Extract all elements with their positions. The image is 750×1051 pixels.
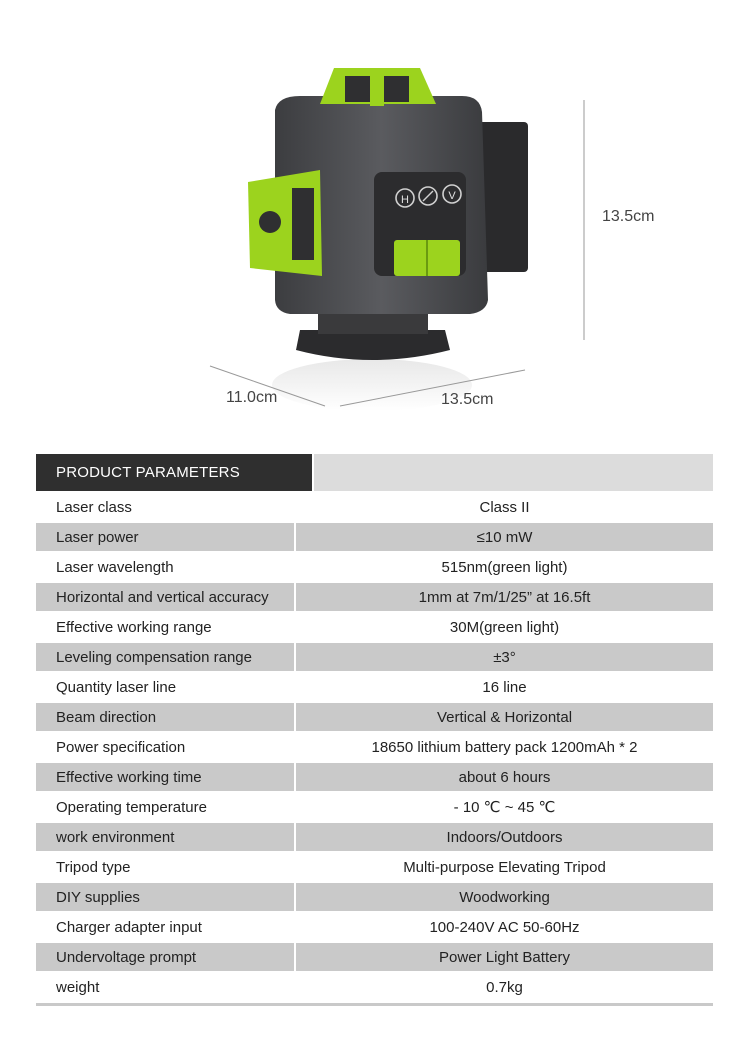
parameter-label: Laser power <box>36 523 294 551</box>
parameter-label: DIY supplies <box>36 883 294 911</box>
base-mount <box>318 312 428 334</box>
h-button-label: H <box>401 194 409 206</box>
parameter-label: work environment <box>36 823 294 851</box>
table-row <box>36 523 713 551</box>
side-window-slot <box>292 188 314 260</box>
width-dimension-label: 13.5cm <box>441 391 494 408</box>
parameter-label: Beam direction <box>36 703 294 731</box>
parameter-label: Leveling compensation range <box>36 643 294 671</box>
parameter-value: ≤10 mW <box>296 523 713 551</box>
table-row <box>36 643 713 671</box>
parameter-label: Effective working time <box>36 763 294 791</box>
table-row <box>36 943 713 971</box>
table-row <box>36 763 713 791</box>
table-row <box>36 583 713 611</box>
parameter-label: Laser wavelength <box>36 553 294 581</box>
top-cage-bar <box>370 70 384 106</box>
parameter-label: weight <box>36 973 294 1001</box>
product-illustration <box>0 0 750 440</box>
table-title: PRODUCT PARAMETERS <box>36 454 312 491</box>
height-dimension-label: 13.5cm <box>602 208 655 225</box>
table-row <box>36 703 713 731</box>
parameter-value: 100-240V AC 50-60Hz <box>296 913 713 941</box>
parameter-value: Vertical & Horizontal <box>296 703 713 731</box>
table-body <box>36 493 713 1001</box>
parameter-value: - 10 ℃ ~ 45 ℃ <box>296 793 713 821</box>
table-row <box>36 793 713 821</box>
table-row <box>36 733 713 761</box>
table-header-fill <box>314 454 713 491</box>
table-row <box>36 613 713 641</box>
parameter-value: Multi-purpose Elevating Tripod <box>296 853 713 881</box>
table-row <box>36 553 713 581</box>
parameter-label: Horizontal and vertical accuracy <box>36 583 294 611</box>
parameter-value: 18650 lithium battery pack 1200mAh * 2 <box>296 733 713 761</box>
parameters-table <box>36 454 713 1006</box>
parameter-label: Operating temperature <box>36 793 294 821</box>
parameter-value: 1mm at 7m/1/25” at 16.5ft <box>296 583 713 611</box>
parameter-value: ±3° <box>296 643 713 671</box>
table-row <box>36 673 713 701</box>
table-row <box>36 913 713 941</box>
parameter-label: Effective working range <box>36 613 294 641</box>
depth-dimension-label: 11.0cm <box>226 389 278 406</box>
parameter-value: Class II <box>296 493 713 521</box>
table-header <box>36 454 713 491</box>
table-row <box>36 823 713 851</box>
table-row <box>36 883 713 911</box>
side-lens <box>259 211 281 233</box>
parameter-label: Tripod type <box>36 853 294 881</box>
parameter-value: about 6 hours <box>296 763 713 791</box>
parameter-value: Indoors/Outdoors <box>296 823 713 851</box>
parameter-value: 0.7kg <box>296 973 713 1001</box>
parameter-label: Quantity laser line <box>36 673 294 701</box>
parameter-label: Laser class <box>36 493 294 521</box>
parameter-label: Power specification <box>36 733 294 761</box>
table-row <box>36 853 713 881</box>
parameter-value: 515nm(green light) <box>296 553 713 581</box>
table-bottom-border <box>36 1003 713 1006</box>
parameter-value: Power Light Battery <box>296 943 713 971</box>
parameter-label: Undervoltage prompt <box>36 943 294 971</box>
parameter-label: Charger adapter input <box>36 913 294 941</box>
v-button-label: V <box>448 190 456 202</box>
parameter-value: 30M(green light) <box>296 613 713 641</box>
parameter-value: Woodworking <box>296 883 713 911</box>
table-row <box>36 973 713 1001</box>
parameter-value: 16 line <box>296 673 713 701</box>
device-base <box>296 330 450 360</box>
table-row <box>36 493 713 521</box>
